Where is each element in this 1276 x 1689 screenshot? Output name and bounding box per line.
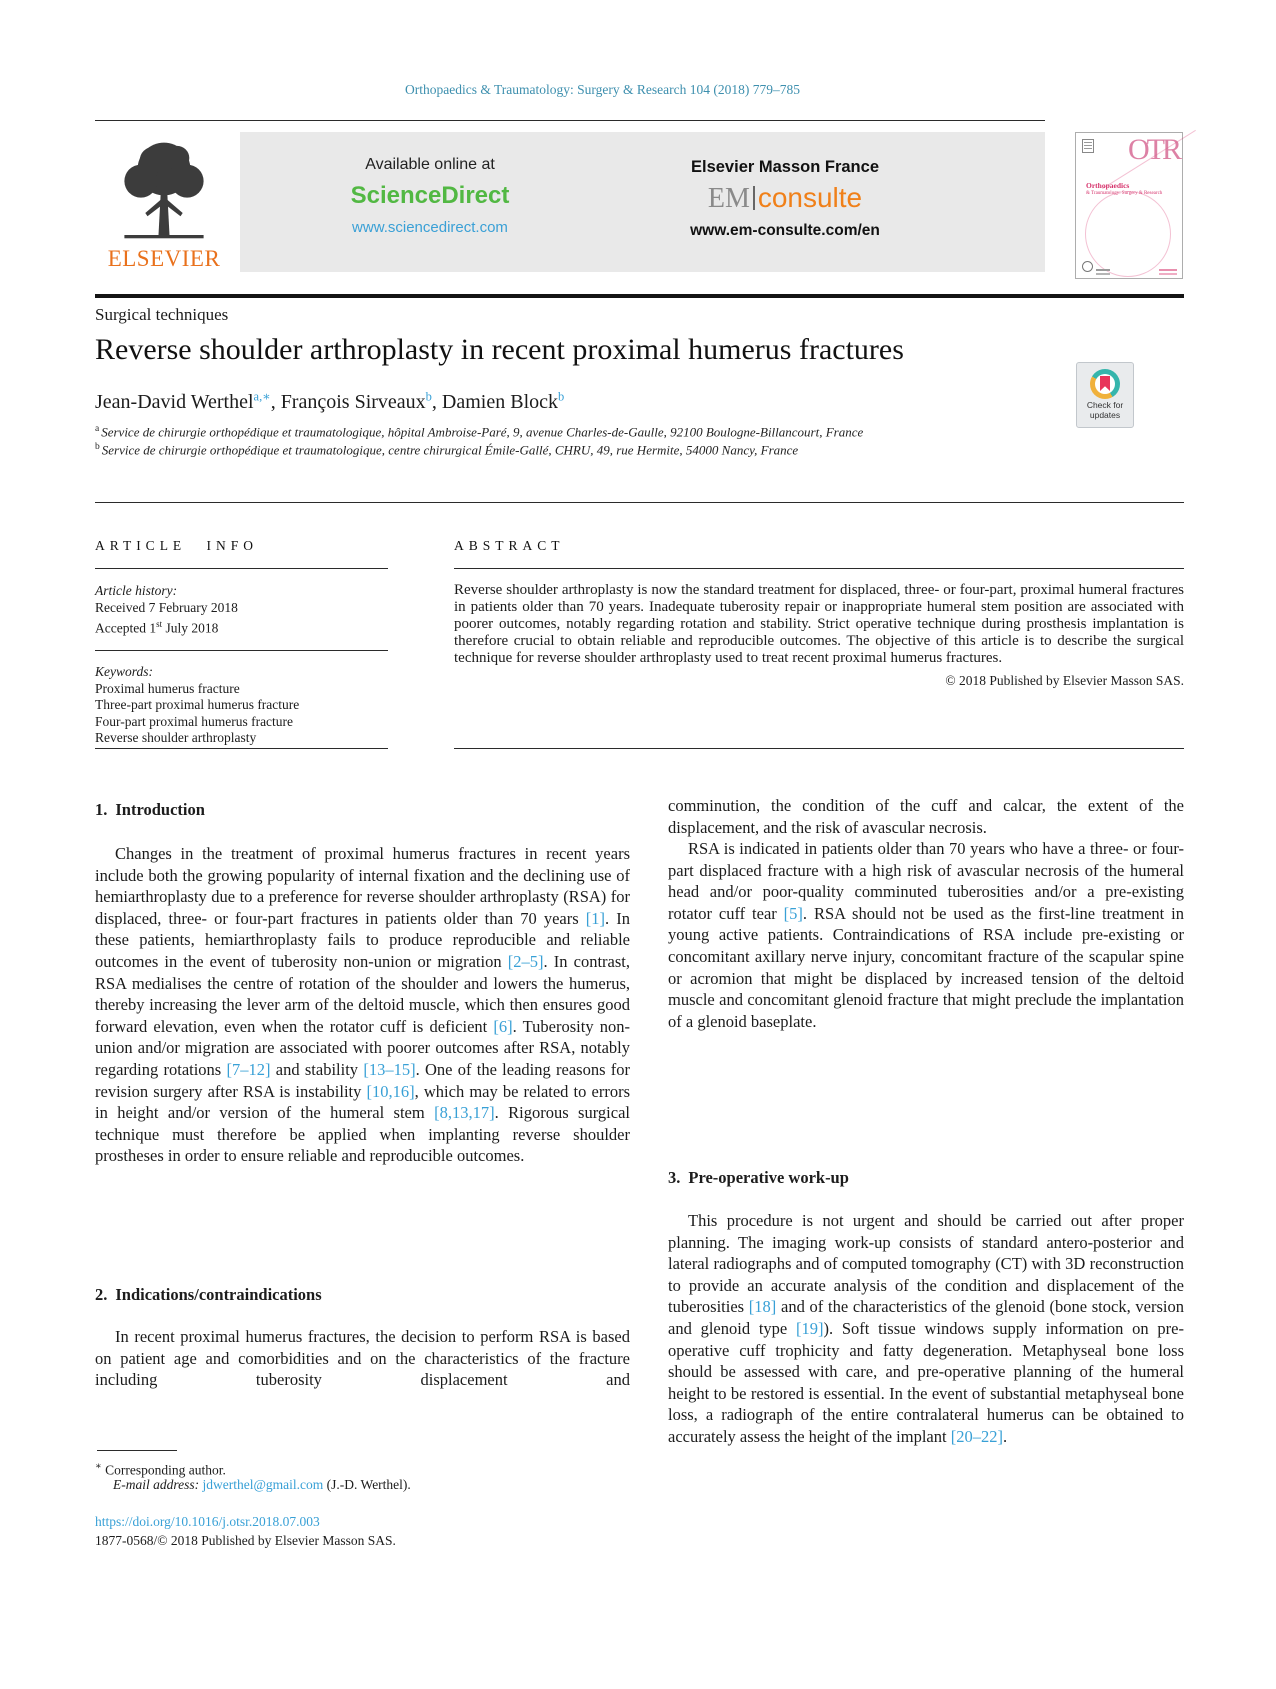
elsevier-tree-icon — [109, 136, 219, 246]
sciencedirect-logo: ScienceDirect — [350, 182, 510, 209]
section-heading-indications: 2. Indications/contraindications — [95, 1285, 322, 1304]
email-label: E-mail address: — [113, 1477, 200, 1492]
available-online-label: Available online at — [365, 156, 495, 173]
keyword: Reverse shoulder arthroplasty — [95, 730, 257, 745]
sciencedirect-url-link[interactable]: www.sciencedirect.com — [352, 219, 508, 236]
em-logo-text: EM — [707, 183, 750, 214]
journal-reference-line: Orthopaedics & Traumatology: Surgery & Research 104 (2018) 779–785 — [405, 82, 800, 97]
indications-paragraph-continuation: comminution, the condition of the cuff and calcar, the extent of the displacement, and the risk of avascular necrosis. — [668, 796, 1184, 837]
citation-link[interactable]: [2–5] — [507, 951, 544, 971]
em-consulte-url-link[interactable]: www.em-consulte.com/en — [690, 222, 880, 239]
author-list — [95, 388, 995, 414]
publisher-banner — [240, 132, 1045, 272]
info-box-bottom-rule-right — [454, 748, 1184, 749]
footnote-star: ∗ — [95, 1461, 102, 1472]
badge-line2: updates — [1089, 409, 1121, 420]
cover-issue-text — [1159, 269, 1177, 271]
section-heading-introduction: 1. Introduction — [95, 800, 205, 819]
corresponding-author-note: ∗ Corresponding author. — [95, 1461, 226, 1478]
check-for-updates-badge[interactable] — [1076, 362, 1134, 428]
citation-link[interactable]: [1] — [585, 908, 605, 928]
title-heavy-rule — [95, 294, 1184, 298]
citation-link[interactable]: [18] — [748, 1297, 777, 1317]
citation-link[interactable]: [7–12] — [226, 1059, 271, 1079]
keywords-block — [95, 664, 395, 747]
citation-link[interactable]: [6] — [493, 1016, 513, 1036]
abstract-heading-rule — [454, 568, 1184, 569]
citation-link[interactable]: [20–22] — [950, 1426, 1003, 1446]
abstract-text: Reverse shoulder arthroplasty is now the standard treatment for displaced, three- or four-part, proximal humeral fractures in patients older than 70 years. Inadequate tuberosity repair or inappropriate humeral stem position are associated with poorer outcomes, notably regarding rotation and stability. Strict operative technique during prosthesis implantation is therefore crucial to obtain reliable and reproducible outcomes. The objective of this article is to describe the surgical technique for reverse shoulder arthroplasty used to treat recent proximal humerus fractures. — [454, 582, 1184, 666]
badge-line1: Check for — [1086, 400, 1124, 410]
info-box-top-rule — [95, 502, 1184, 503]
abstract-heading: ABSTRACT — [454, 538, 565, 553]
introduction-paragraph: Changes in the treatment of proximal humerus fractures in recent years include both the growing popularity of internal fixation and the declining use of hemiarthroplasty due to a preference for reverse shoulder arthroplasty (RSA) for displaced, three- or four-part fractures in patients older than 70 years [1]. In these patients, hemiarthroplasty fails to produce reproducible and reliable outcomes in the event of tuberosity non-union or migration [2–5]. In contrast, RSA medialises the centre of rotation of the shoulder and lowers the humerus, thereby increasing the lever arm of the deltoid muscle, which then ensures good forward elevation, even when the rotator cuff is deficient [6]. Tuberosity non-union and/or migration are associated with poorer outcomes after RSA, notably regarding rotations [7–12] and stability [13–15]. One of the leading reasons for revision surgery after RSA is instability [10,16], which may be related to errors in height and/or version of the humeral stem [8,13,17]. Rigorous surgical technique must therefore be applied when implanting reverse shoulder prostheses in order to ensure reliable and reproducible outcomes. — [95, 844, 631, 1166]
journal-cover-thumbnail — [1075, 132, 1183, 279]
article-title: Reverse shoulder arthroplasty in recent proximal humerus fractures — [95, 333, 904, 366]
indications-paragraph-left: In recent proximal humerus fractures, the decision to perform RSA is based on patient age and comorbidities and on the characteristics of the fracture including tuberosity displacement and — [95, 1327, 630, 1390]
author: Damien Block$^b$ — [441, 389, 565, 413]
keyword: Proximal humerus fracture — [95, 680, 240, 696]
article-type-label: Surgical techniques — [95, 305, 229, 324]
article-history-label: Article history: — [95, 583, 178, 598]
section-heading-preoperative: 3. Pre-operative work-up — [668, 1168, 849, 1187]
author: Jean-David Werthel$^{a,∗}$, — [95, 389, 281, 413]
citation-link[interactable]: [8,13,17] — [434, 1103, 495, 1123]
contraindications-paragraph: RSA is indicated in patients older than 70 years who have a three- or four-part displaced fracture with a high risk of avascular necrosis of the humeral head and/or poor-quality comminuted tuberosities and/or a pre-existing rotator cuff tear [5]. RSA should not be used as the first-line treatment in young active patients. Contraindications of RSA include pre-existing or concomitant axillary nerve injury, concomitant fracture of the scapular spine or acromion that might be displaced by increased tension of the deltoid muscle and concomitant glenoid fracture that might preclude the implantation of a glenoid baseplate. — [668, 839, 1184, 1031]
cover-publisher-mark-icon — [1082, 139, 1094, 153]
abstract-copyright: © 2018 Published by Elsevier Masson SAS. — [945, 673, 1184, 688]
preoperative-paragraph: This procedure is not urgent and should be carried out after proper planning. The imaging work-up consists of standard antero-posterior and lateral radiographs and of computed tomography (CT) with 3D reconstruction to provide an accurate analysis of the condition and displacement of the tuberosities [18] and of the characteristics of the glenoid (bone stock, version and glenoid type [19]). Soft tissue windows supply information on pre-operative cuff trophicity and fatty degeneration. Metaphyseal bone loss should be assessed with care, and pre-operative planning of the humeral height to be restored is essential. In the event of substantial metaphyseal bone loss, a radiograph of the entire contralateral humerus can be obtained to accurately assess the height of the implant [20–22]. — [668, 1211, 1185, 1446]
em-consulte-block — [645, 132, 925, 272]
footnote-rule — [97, 1450, 177, 1451]
elsevier-wordmark: ELSEVIER — [107, 246, 221, 271]
cover-otr-monogram: OTR — [1128, 133, 1179, 166]
keywords-label: Keywords: — [95, 664, 153, 679]
citation-link[interactable]: [5] — [783, 903, 803, 923]
accepted-date: Accepted 1st July 2018 — [95, 619, 219, 636]
keyword: Four-part proximal humerus fracture — [95, 713, 294, 729]
article-history — [95, 583, 395, 637]
abstract-body — [454, 582, 1184, 689]
email-link[interactable]: jdwerthel@gmail.com — [202, 1477, 324, 1492]
citation-link[interactable]: [10,16] — [366, 1081, 415, 1101]
received-date: Received 7 February 2018 — [95, 599, 238, 615]
issn-copyright-line: 1877-0568/© 2018 Published by Elsevier Masson SAS. — [95, 1533, 396, 1548]
consulte-logo-text: consulte — [757, 182, 863, 213]
author-affil-sup[interactable]: a,∗ — [253, 389, 271, 403]
article-info-heading: ARTICLE INFO — [95, 538, 259, 553]
cover-journal-title: Orthopaedics — [1086, 181, 1130, 190]
header-divider — [95, 120, 1045, 121]
elsevier-masson-label: Elsevier Masson France — [690, 158, 879, 176]
cover-journal-subtitle: & Traumatology: Surgery & Research — [1086, 191, 1163, 196]
info-box-bottom-rule-left — [95, 748, 388, 749]
em-consulte-divider — [753, 186, 755, 210]
em-consulte-logo — [645, 183, 925, 214]
keywords-rule — [95, 650, 388, 651]
cover-imprint-mark — [1096, 269, 1110, 271]
affiliation-b: $^b$ Service de chirurgie orthopédique et traumatologique, centre chirurgical Émile-Gallé, CHRU, 49, rue Hermite, 54000 Nancy, France — [95, 442, 799, 458]
doi-link[interactable]: https://doi.org/10.1016/j.otsr.2018.07.003 — [95, 1514, 320, 1529]
citation-link[interactable]: [19] — [795, 1318, 824, 1338]
article-info-heading-rule — [95, 568, 388, 569]
author-affil-sup[interactable]: b — [558, 389, 565, 403]
cover-society-logo-icon — [1082, 261, 1093, 272]
citation-link[interactable]: [13–15] — [363, 1059, 416, 1079]
sciencedirect-block — [305, 132, 555, 272]
author: François Sirveaux$^b$, — [280, 389, 442, 413]
crossmark-icon — [1090, 369, 1120, 399]
cover-decorative-circle — [1085, 191, 1171, 277]
keyword: Three-part proximal humerus fracture — [95, 697, 300, 712]
author-affil-sup[interactable]: b — [425, 389, 432, 403]
elsevier-logo — [95, 134, 233, 272]
email-note: E-mail address: jdwerthel@gmail.com (J.-D. Werthel). — [113, 1477, 411, 1492]
affiliation-a: $^a$ Service de chirurgie orthopédique et traumatologique, hôpital Ambroise-Paré, 9, avenue Charles-de-Gaulle, 92100 Boulogne-Billancourt, France — [95, 424, 864, 440]
